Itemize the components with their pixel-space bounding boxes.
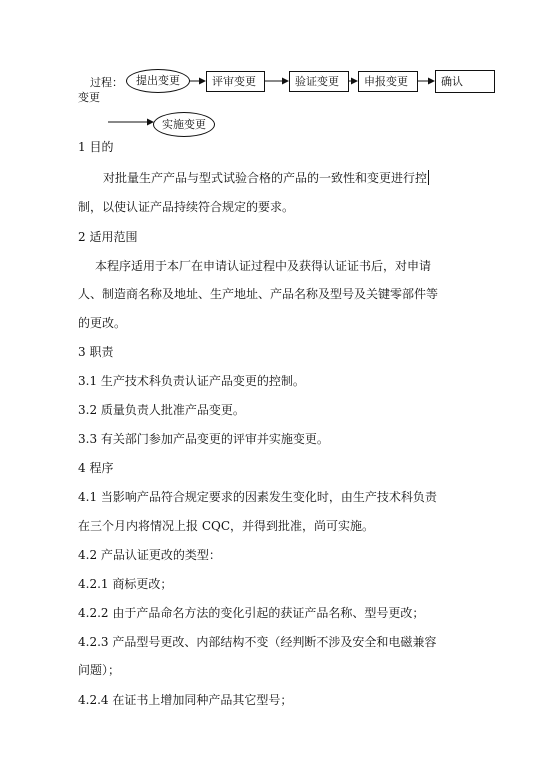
list-item: 4.2.4 在证书上增加同种产品其它型号； xyxy=(78,693,293,707)
process-flowchart xyxy=(0,0,547,140)
heading-responsibilities: 3 职责 xyxy=(78,345,114,359)
list-item: 4.2.3 产品型号更改、内部结构不变（经判断不涉及安全和电磁兼容 xyxy=(78,635,437,649)
list-item: 3.3 有关部门参加产品变更的评审并实施变更。 xyxy=(78,432,329,446)
list-item: 4.2 产品认证更改的类型： xyxy=(78,548,221,562)
flow-step-review: 评审变更 xyxy=(206,71,265,92)
flow-label-process: 过程： xyxy=(90,76,123,89)
flow-step-verify: 验证变更 xyxy=(289,71,349,92)
heading-purpose: 1 目的 xyxy=(78,140,114,154)
heading-scope: 2 适用范围 xyxy=(78,230,138,244)
paragraph-line xyxy=(103,170,429,186)
paragraph-line: 的更改。 xyxy=(78,316,127,330)
list-item: 4.2.1 商标更改； xyxy=(78,577,173,591)
paragraph-line: 本程序适用于本厂在申请认证过程中及获得认证证书后，对申请 xyxy=(95,259,432,273)
list-item: 4.2.2 由于产品命名方法的变化引起的获证产品名称、型号更改； xyxy=(78,606,425,620)
paragraph-line: 在三个月内将情况上报 CQC，并得到批准，尚可实施。 xyxy=(78,519,375,533)
heading-procedure: 4 程序 xyxy=(78,461,114,475)
flow-step-propose: 提出变更 xyxy=(126,69,190,93)
flow-label-change: 变更 xyxy=(78,91,100,104)
text-cursor xyxy=(428,170,429,185)
flow-step-implement: 实施变更 xyxy=(153,112,215,137)
flow-step-confirm: 确认 xyxy=(435,70,495,93)
list-item: 3.1 生产技术科负责认证产品变更的控制。 xyxy=(78,374,305,388)
flow-step-declare: 申报变更 xyxy=(358,71,418,92)
paragraph-text: 对批量生产产品与型式试验合格的产品的一致性和变更进行控 xyxy=(103,171,428,185)
paragraph-line: 人、制造商名称及地址、生产地址、产品名称及型号及关键零部件等 xyxy=(78,287,439,301)
list-item: 3.2 质量负责人批准产品变更。 xyxy=(78,403,245,417)
paragraph-line: 4.1 当影响产品符合规定要求的因素发生变化时，由生产技术科负责 xyxy=(78,490,437,504)
paragraph-line: 制，以使认证产品持续符合规定的要求。 xyxy=(78,200,295,214)
list-item: 问题）； xyxy=(78,663,121,677)
